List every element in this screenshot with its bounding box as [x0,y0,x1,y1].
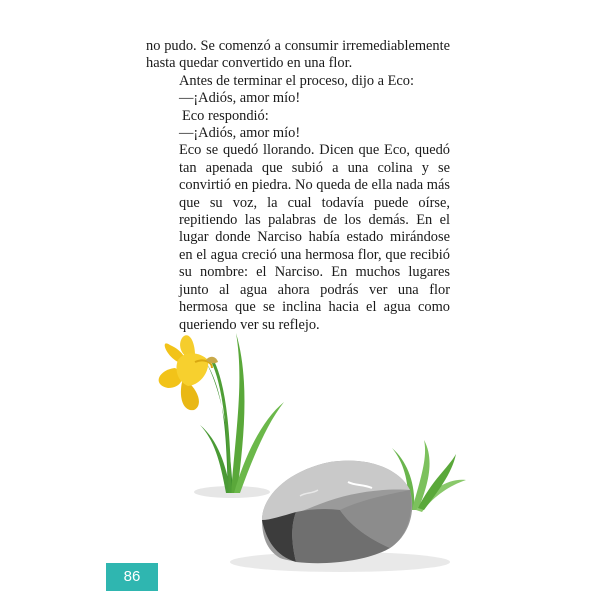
paragraph-1: no pudo. Se comenzó a consumir irremediablemente hasta quedar convertido en una flor. [146,38,450,72]
rock-icon [262,461,412,564]
paragraph-2: Antes de terminar el proceso, dijo a Eco: [179,72,414,89]
paragraph-3: Eco respondió: [182,107,269,124]
page-number: 86 [123,568,141,585]
paragraph-4: Eco se quedó llorando. Dicen que Eco, quedó tan apenada que subió a una colina y se convirtió en piedra. No queda de ella nada más que su voz, la cual todavía puede oírse, repitiendo las palabras de los demás. En el lugar donde Narciso había estado mirándose en el agua creció una hermosa flor, que recibió su nombre: el Narciso. En muchos lugares junto al agua ahora podrás ver una flor hermosa que se inclina hacia el agua como queriendo ver su reflejo. [179,142,450,333]
page-number-badge [106,563,158,591]
dialogue-line-1: —¡Adiós, amor mío! [179,90,301,107]
dialogue-line-2: —¡Adiós, amor mío! [179,125,301,142]
daffodil-icon [159,333,284,493]
